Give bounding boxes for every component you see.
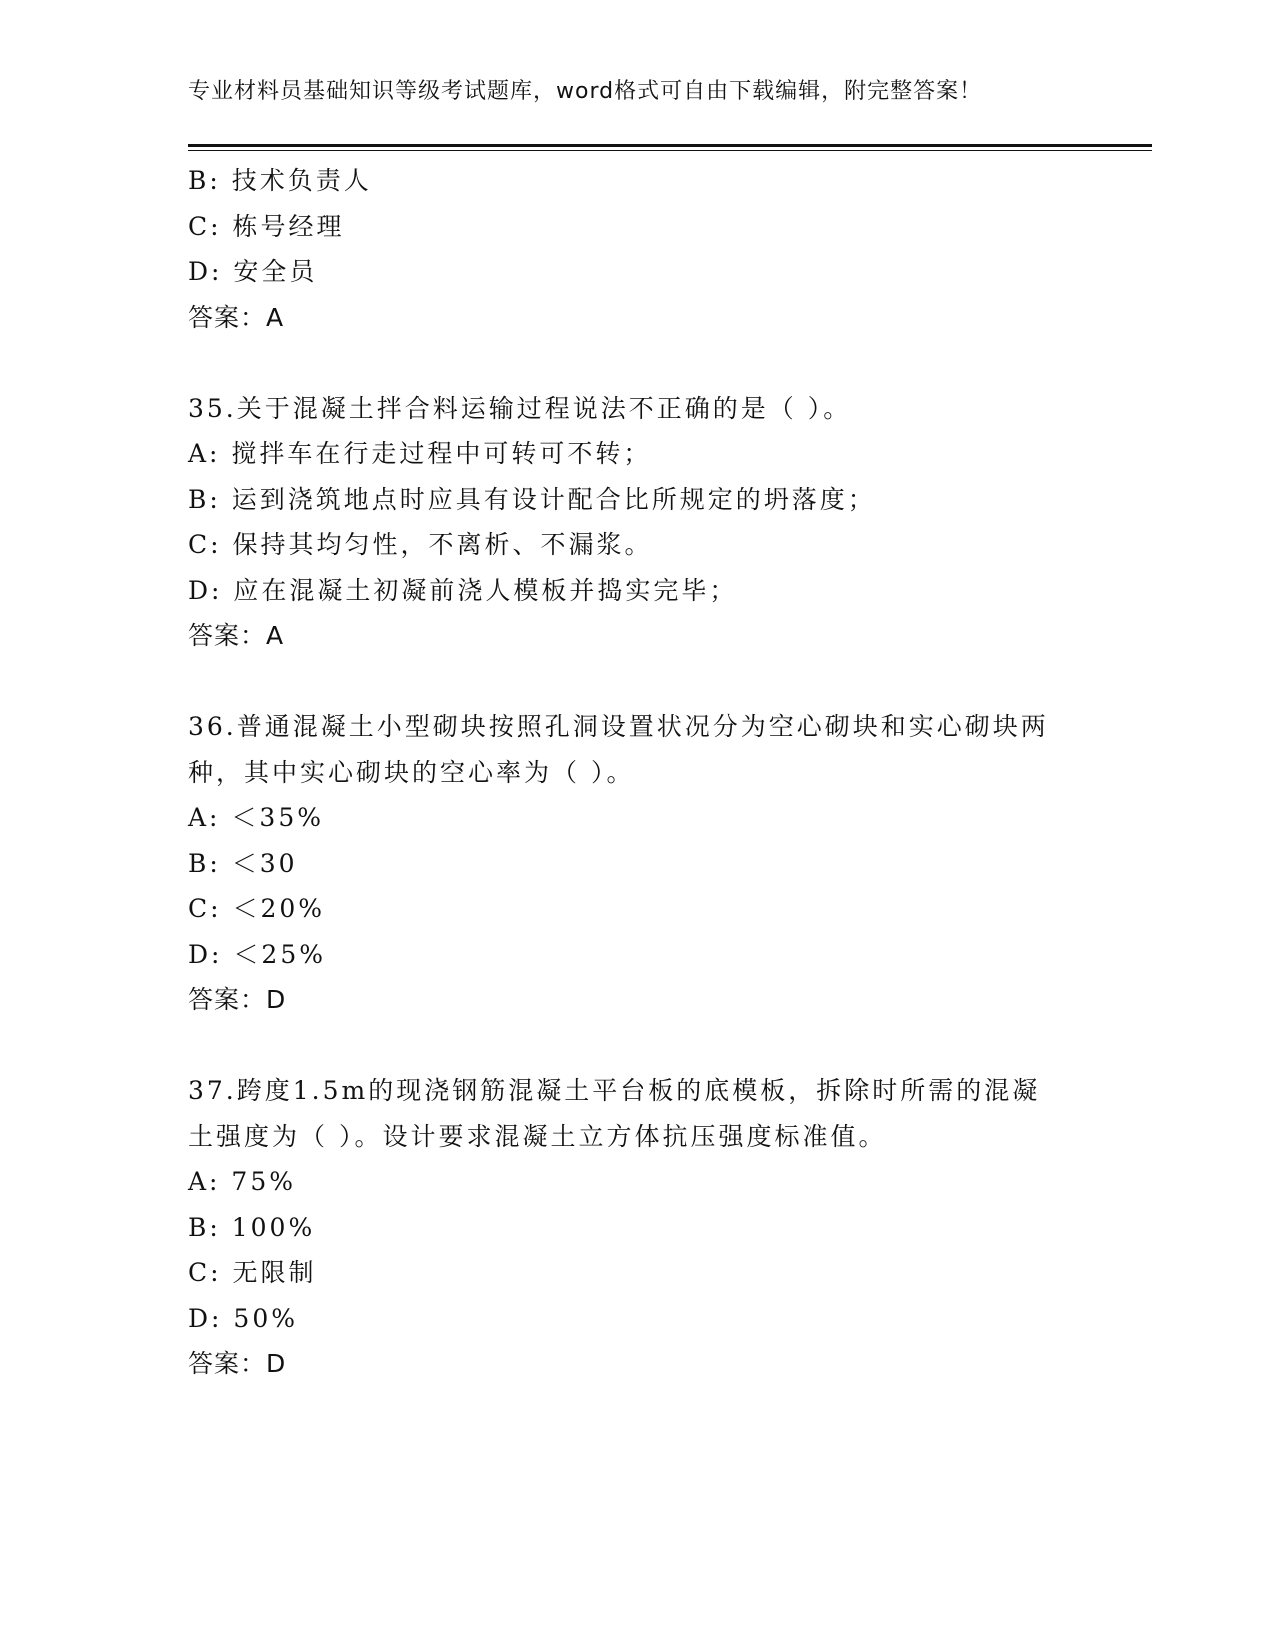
option-d: D: 应在混凝土初凝前浇人模板并捣实完毕； bbox=[188, 575, 738, 605]
question-stem-continued: 土强度为（ ）。设计要求混凝土立方体抗压强度标准值。 bbox=[188, 1121, 887, 1151]
question-block-36 bbox=[188, 704, 1088, 1023]
option-a: A: 75% bbox=[188, 1167, 296, 1196]
answer-line: 答案：D bbox=[188, 985, 287, 1014]
question-stem: 36.普通混凝土小型砌块按照孔洞设置状况分为空心砌块和实心砌块两 bbox=[188, 712, 1049, 741]
option-a: A: ＜35% bbox=[188, 803, 324, 832]
option-b: B: 运到浇筑地点时应具有设计配合比所规定的坍落度； bbox=[188, 484, 876, 514]
question-stem: 37.跨度1.5m的现浇钢筋混凝土平台板的底模板，拆除时所需的混凝 bbox=[188, 1076, 1041, 1105]
question-stem-continued: 种，其中实心砌块的空心率为（ ）。 bbox=[188, 757, 635, 787]
page-header: 专业材料员基础知识等级考试题库，word格式可自由下载编辑，附完整答案！ bbox=[188, 79, 983, 104]
question-stem: 35.关于混凝土拌合料运输过程说法不正确的是（ ）。 bbox=[188, 393, 852, 423]
option-d: D: 50% bbox=[188, 1303, 298, 1333]
option-b: B: 100% bbox=[188, 1212, 316, 1242]
question-block-37 bbox=[188, 1068, 1088, 1387]
option-c: C: 栋号经理 bbox=[188, 211, 345, 241]
spacer bbox=[188, 1023, 1088, 1069]
option-c: C: 无限制 bbox=[188, 1258, 317, 1287]
answer-line: 答案：D bbox=[188, 1349, 287, 1378]
question-block-prev bbox=[188, 158, 1088, 340]
option-c: C: 保持其均匀性，不离析、不漏浆。 bbox=[188, 530, 653, 559]
option-a: A: 搅拌车在行走过程中可转可不转； bbox=[188, 439, 652, 468]
header-rule-thin bbox=[188, 150, 1152, 151]
header-rule-thick bbox=[188, 144, 1152, 147]
spacer bbox=[188, 340, 1088, 386]
option-c: C: ＜20% bbox=[188, 894, 326, 923]
option-d: D: 安全员 bbox=[188, 257, 318, 286]
spacer bbox=[188, 659, 1088, 705]
option-b: B: ＜30 bbox=[188, 848, 298, 878]
answer-line: 答案：A bbox=[188, 621, 285, 650]
option-b: B: 技术负责人 bbox=[188, 166, 372, 195]
question-block-35 bbox=[188, 386, 1088, 659]
answer-line: 答案：A bbox=[188, 302, 285, 332]
document-body bbox=[188, 158, 1088, 1387]
option-d: D: ＜25% bbox=[188, 939, 326, 969]
